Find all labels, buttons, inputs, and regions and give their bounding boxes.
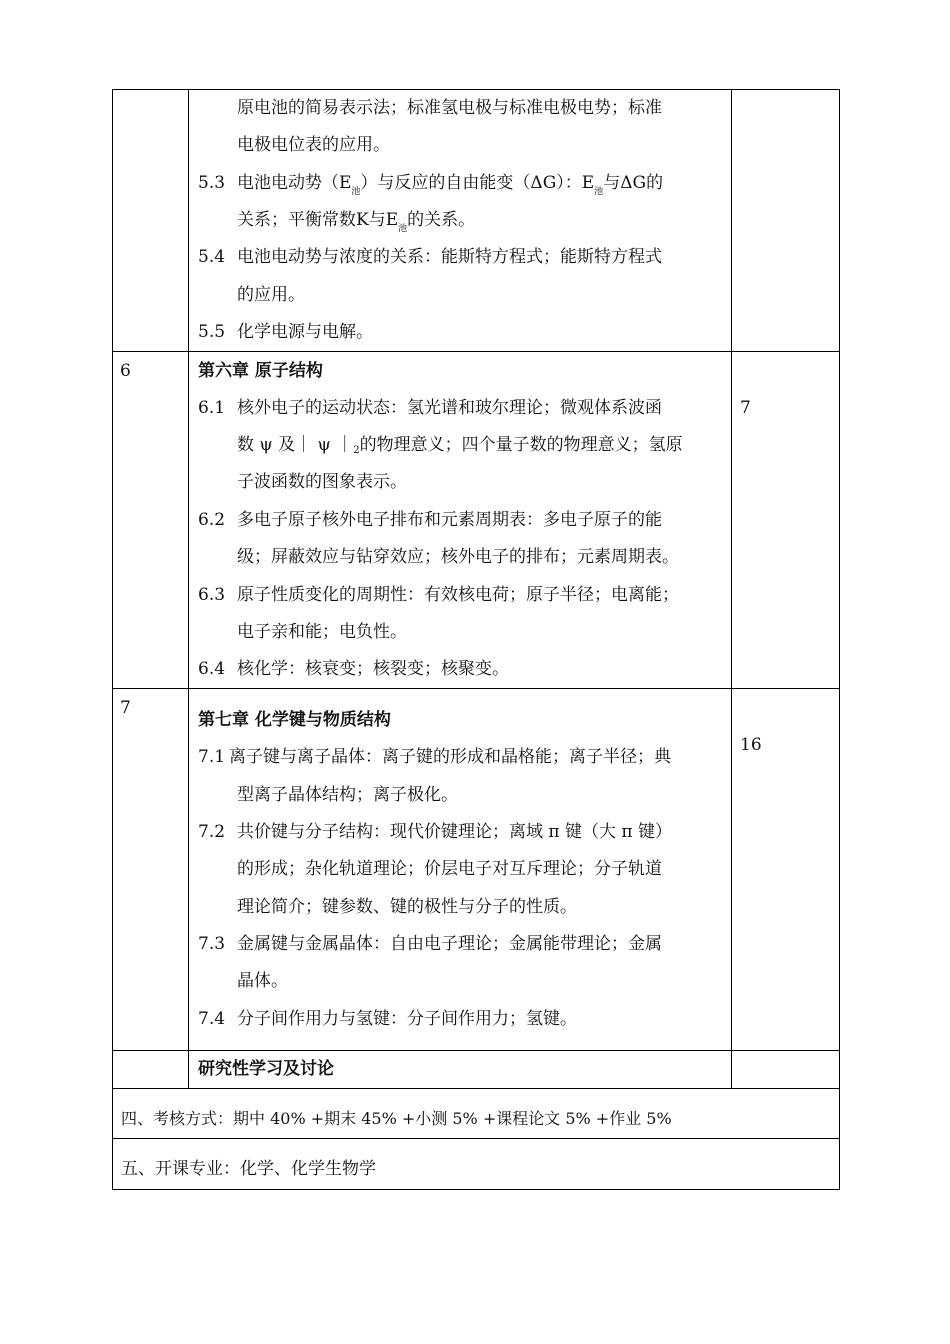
content-line	[237, 210, 476, 234]
content-line: 核外电子的运动状态：氢光谱和玻尔理论；微观体系波函	[237, 398, 662, 418]
section-number: 5.5	[198, 322, 226, 342]
content-line: 子波函数的图象表示。	[237, 472, 407, 492]
content-line	[237, 435, 683, 455]
content-line: 离子键与离子晶体：离子键的形成和晶格能；离子半径；典	[229, 747, 671, 767]
content-line: 核化学：核衰变；核裂变；核聚变。	[237, 659, 509, 679]
content-line: 晶体。	[237, 971, 288, 991]
text-fragment: ）与反应的自由能变（ΔG）：E	[360, 173, 595, 193]
content-line	[237, 173, 664, 197]
content-line: 电池电动势与浓度的关系：能斯特方程式；能斯特方程式	[237, 247, 662, 267]
text-fragment: 数 ψ 及｜ ψ ｜	[237, 435, 354, 455]
content-line: 的应用。	[237, 285, 305, 305]
table-border-left	[112, 89, 113, 1190]
section-number: 6.4	[198, 659, 226, 679]
content-line: 理论简介；键参数、键的极性与分子的性质。	[237, 897, 577, 917]
assessment-method: 四、考核方式：期中 40% +期末 45% +小测 5% +课程论文 5% +作业 5%	[121, 1109, 672, 1128]
row-number: 6	[120, 361, 131, 381]
text-fragment: 的物理意义；四个量子数的物理意义；氢原	[359, 435, 683, 455]
content-line: 原子性质变化的周期性：有效核电荷；原子半径；电离能；	[237, 585, 679, 605]
text-fragment: 电池电动势（E	[237, 173, 352, 193]
text-fragment: 关系；平衡常数K与E	[237, 210, 399, 230]
content-line: 化学电源与电解。	[237, 322, 373, 342]
content-line: 多电子原子核外电子排布和元素周期表：多电子原子的能	[237, 510, 662, 530]
content-line: 原电池的简易表示法；标准氢电极与标准电极电势；标准	[237, 98, 662, 118]
content-line: 电子亲和能；电负性。	[237, 622, 407, 642]
section-number: 7.2	[198, 822, 226, 842]
table-border-bottom	[112, 1189, 840, 1190]
row-divider	[112, 1138, 840, 1139]
discussion-title: 研究性学习及讨论	[198, 1059, 334, 1079]
section-number: 7.1	[198, 747, 226, 767]
column-divider	[188, 89, 189, 1089]
hours-value: 7	[740, 398, 751, 418]
section-number: 5.4	[198, 247, 226, 267]
content-line: 电极电位表的应用。	[237, 135, 390, 155]
text-fragment: 与ΔG的	[603, 173, 664, 193]
section-number: 6.1	[198, 398, 226, 418]
chapter-title: 第六章 原子结构	[198, 361, 323, 381]
subscript: 池	[398, 224, 408, 234]
subscript: 2	[353, 445, 360, 456]
content-line: 金属键与金属晶体：自由电子理论；金属能带理论；金属	[237, 934, 662, 954]
table-border-right	[839, 89, 840, 1190]
row-number: 7	[120, 698, 131, 718]
content-line: 级；屏蔽效应与钻穿效应；核外电子的排布；元素周期表。	[237, 547, 679, 567]
text-fragment: 的关系。	[407, 210, 476, 230]
section-number: 6.3	[198, 585, 226, 605]
content-line: 的形成；杂化轨道理论；价层电子对互斥理论；分子轨道	[237, 859, 662, 879]
column-divider	[731, 89, 732, 1089]
hours-value: 16	[740, 735, 762, 755]
chapter-title: 第七章 化学键与物质结构	[198, 710, 391, 730]
section-number: 6.2	[198, 510, 226, 530]
section-number: 5.3	[198, 173, 226, 193]
section-number: 7.3	[198, 934, 226, 954]
section-number: 7.4	[198, 1009, 226, 1029]
content-line: 分子间作用力与氢键：分子间作用力；氢键。	[237, 1009, 577, 1029]
content-line: 共价键与分子结构：现代价键理论；离域 π 键（大 π 键）	[237, 822, 672, 842]
offered-majors: 五、开课专业：化学、化学生物学	[121, 1159, 376, 1179]
subscript: 池	[351, 187, 361, 197]
content-line: 型离子晶体结构；离子极化。	[237, 785, 458, 805]
subscript: 池	[594, 187, 604, 197]
